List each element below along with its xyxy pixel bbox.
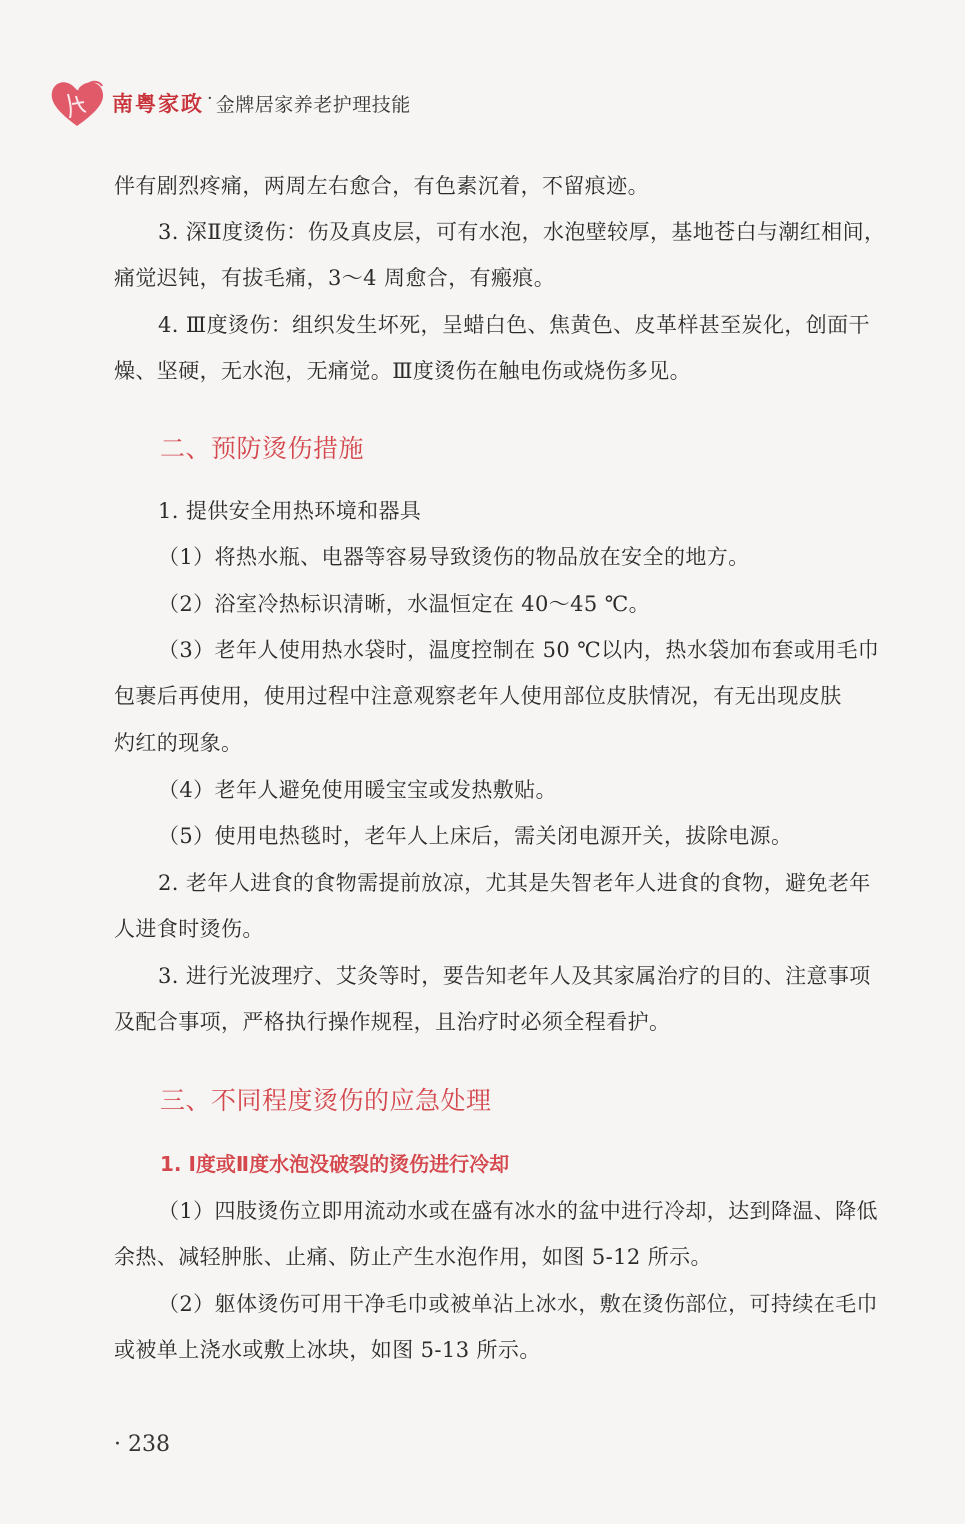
paragraph-line: 灼红的现象。 <box>114 731 243 755</box>
paragraph-line: 3. 进行光波理疗、艾灸等时，要告知老年人及其家属治疗的目的、注意事项 <box>158 964 871 988</box>
paragraph-line: （2）浴室冷热标识清晰，水温恒定在 40～45 ℃。 <box>158 592 651 616</box>
brand-name: 南粤家政 <box>112 92 204 116</box>
paragraph-line: 及配合事项，严格执行操作规程，且治疗时必须全程看护。 <box>114 1010 671 1034</box>
paragraph-line: 余热、减轻肿胀、止痛、防止产生水泡作用，如图 5-12 所示。 <box>114 1245 712 1269</box>
paragraph-line: 人进食时烫伤。 <box>114 917 264 941</box>
paragraph-line: （1）将热水瓶、电器等容易导致烫伤的物品放在安全的地方。 <box>158 545 750 569</box>
paragraph-line: 4. Ⅲ度烫伤：组织发生坏死，呈蜡白色、焦黄色、皮革样甚至炭化，创面干 <box>158 313 870 337</box>
paragraph-line: （1）四肢烫伤立即用流动水或在盛有冰水的盆中进行冷却，达到降温、降低 <box>158 1199 878 1223</box>
paragraph-line: （3）老年人使用热水袋时，温度控制在 50 ℃以内，热水袋加布套或用毛巾 <box>158 638 880 662</box>
heart-logo-icon <box>48 76 106 130</box>
page-number: · 238 <box>114 1432 170 1457</box>
subsection-heading: 1. Ⅰ度或Ⅱ度水泡没破裂的烫伤进行冷却 <box>160 1152 510 1176</box>
paragraph-line: 燥、坚硬，无水泡，无痛觉。Ⅲ度烫伤在触电伤或烧伤多见。 <box>114 359 692 383</box>
paragraph-line: （2）躯体烫伤可用干净毛巾或被单沾上冰水，敷在烫伤部位，可持续在毛巾 <box>158 1292 878 1316</box>
paragraph-line: （4）老年人避免使用暖宝宝或发热敷贴。 <box>158 778 557 802</box>
section-heading: 三、不同程度烫伤的应急处理 <box>160 1086 492 1115</box>
paragraph-line: 伴有剧烈疼痛，两周左右愈合，有色素沉着，不留痕迹。 <box>114 174 649 198</box>
paragraph-line: （5）使用电热毯时，老年人上床后，需关闭电源开关，拔除电源。 <box>158 824 793 848</box>
paragraph-line: 1. 提供安全用热环境和器具 <box>158 499 422 523</box>
running-header <box>48 76 411 130</box>
header-separator: · <box>207 87 213 109</box>
section-heading: 二、预防烫伤措施 <box>160 434 365 463</box>
paragraph-line: 痛觉迟钝，有拔毛痛，3～4 周愈合，有瘢痕。 <box>114 266 556 290</box>
paragraph-line: 3. 深Ⅱ度烫伤：伤及真皮层，可有水泡，水泡壁较厚，基地苍白与潮红相间， <box>158 220 886 244</box>
paragraph-line: 包裹后再使用，使用过程中注意观察老年人使用部位皮肤情况，有无出现皮肤 <box>114 684 842 708</box>
paragraph-line: 2. 老年人进食的食物需提前放凉，尤其是失智老年人进食的食物，避免老年 <box>158 871 871 895</box>
book-title: 金牌居家养老护理技能 <box>215 93 411 116</box>
paragraph-line: 或被单上浇水或敷上冰块，如图 5-13 所示。 <box>114 1338 541 1362</box>
